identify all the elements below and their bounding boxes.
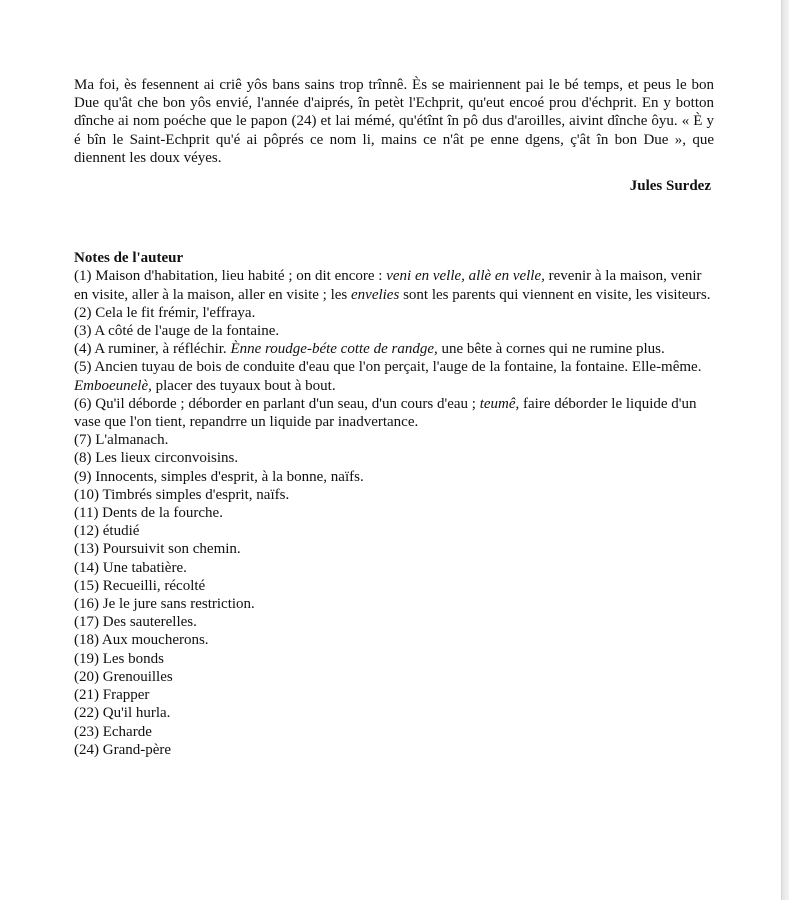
note-item: [74, 631, 714, 649]
note-text: placer des tuyaux bout à bout.: [151, 377, 336, 394]
note-text: (7) L'almanach.: [74, 432, 169, 449]
note-item: [74, 504, 714, 522]
note-italic-text: envelies: [351, 286, 400, 303]
note-text: (15) Recueilli, récolté: [74, 577, 206, 594]
note-text: sont les parents qui viennent en visite, les visiteurs.: [399, 286, 711, 303]
note-item: [74, 322, 714, 340]
note-item: [74, 449, 714, 467]
note-text: (19) Les bonds: [74, 650, 164, 667]
note-text: (12) étudié: [74, 523, 140, 540]
note-item: [74, 358, 714, 394]
story-paragraph: Ma foi, ès fesennent ai criê yôs bans sains trop trînnê. Ès se mairiennent pai le bé temps, et peus le bon Due qu'ât che bon yôs envié, l'année d'aiprés, în petèt l'Echprit, qu'eut encoé prou d'échprit. En y botton dînche ai nom poéche que le papon (24) et lai mémé, qu'étînt în pô dus d'aroilles, aivint dînche ôyu. « È y é bîn le Saint-Echprit qu'é ai pôprés ce nom li, mains ce n'ât pe enne dgens, ç'ât în bon Due », que diennent les doux véyes.: [74, 77, 714, 166]
note-item: [74, 613, 714, 631]
note-text: (14) Une tabatière.: [74, 559, 187, 576]
note-text: (2) Cela le fit frémir, l'effraya.: [74, 304, 256, 321]
note-text: (20) Grenouilles: [74, 668, 173, 685]
note-item: [74, 668, 714, 686]
note-item: [74, 395, 714, 431]
note-text: (16) Je le jure sans restriction.: [74, 596, 255, 613]
window-edge: [781, 0, 789, 900]
note-text: (10) Timbrés simples d'esprit, naïfs.: [74, 486, 290, 503]
note-italic-text: teumê,: [479, 395, 520, 412]
note-text: (18) Aux moucherons.: [74, 632, 209, 649]
note-text: (4) A ruminer, à réfléchir.: [74, 341, 231, 358]
note-item: [74, 522, 714, 540]
note-item: [74, 704, 714, 722]
note-text: (22) Qu'il hurla.: [74, 705, 171, 722]
note-item: [74, 340, 714, 358]
note-text: (1) Maison d'habitation, lieu habité ; on dit encore :: [74, 268, 387, 285]
note-item: [74, 267, 714, 303]
note-item: [74, 741, 714, 759]
note-text: (5) Ancien tuyau de bois de conduite d'eau que l'on perçait, l'auge de la fontaine, la fontaine. Elle-même.: [74, 359, 702, 376]
note-text: (8) Les lieux circonvoisins.: [74, 450, 239, 467]
note-text: revenir à la maison, venir en visite, aller à la maison, aller en visite ; les: [74, 268, 702, 303]
note-item: [74, 304, 714, 322]
note-italic-text: veni en velle, allè en velle,: [386, 268, 545, 285]
note-item: [74, 486, 714, 504]
note-italic-text: Ènne roudge-béte cotte de randge,: [230, 341, 438, 358]
note-text: (21) Frapper: [74, 687, 150, 704]
notes-title: Notes de l'auteur: [74, 250, 184, 267]
note-text: (24) Grand-père: [74, 741, 172, 758]
note-text: (17) Des sauterelles.: [74, 614, 197, 631]
note-text: (6) Qu'il déborde ; déborder en parlant d'un seau, d'un cours d'eau ;: [74, 395, 480, 412]
note-item: [74, 595, 714, 613]
note-text: une bête à cornes qui ne rumine plus.: [437, 341, 665, 358]
note-item: [74, 723, 714, 741]
note-item: [74, 577, 714, 595]
note-item: [74, 650, 714, 668]
notes-list: [74, 267, 714, 758]
note-italic-text: Emboeunelè,: [74, 377, 152, 394]
note-item: [74, 559, 714, 577]
note-item: [74, 540, 714, 558]
note-text: (3) A côté de l'auge de la fontaine.: [74, 323, 280, 340]
note-item: [74, 686, 714, 704]
note-item: [74, 431, 714, 449]
note-text: (9) Innocents, simples d'esprit, à la bonne, naïfs.: [74, 468, 364, 485]
author-signature: Jules Surdez: [629, 178, 711, 195]
note-item: [74, 468, 714, 486]
note-text: (23) Echarde: [74, 723, 152, 740]
note-text: (13) Poursuivit son chemin.: [74, 541, 241, 558]
document-content: [74, 76, 714, 759]
note-text: (11) Dents de la fourche.: [74, 505, 223, 522]
note-text: faire déborder le liquide d'un vase que l'on tient, repandrre un liquide par inadvertance.: [74, 395, 697, 431]
